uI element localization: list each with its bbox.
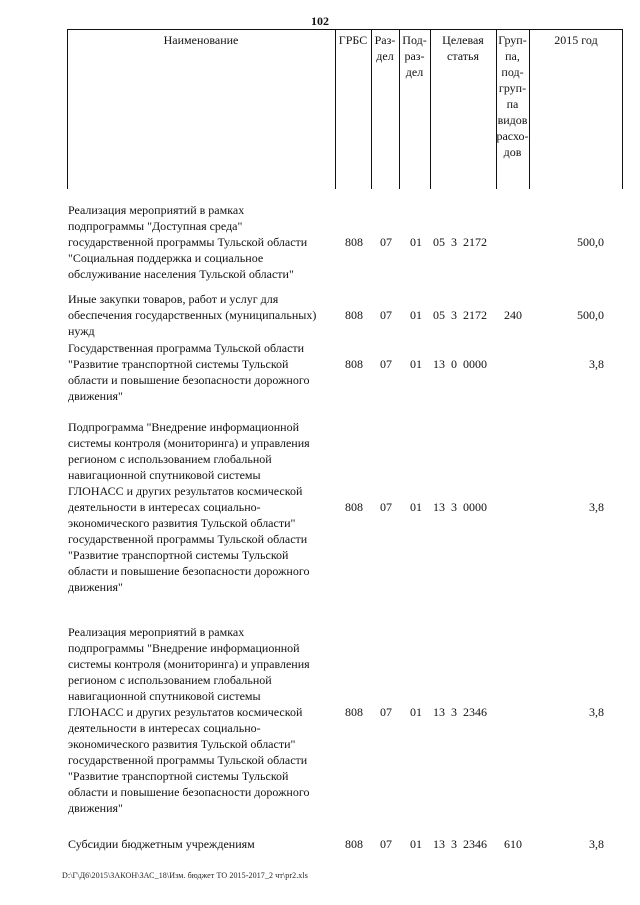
cell-razdel: 07 [380,235,392,249]
cell-podrazdel: 01 [410,308,422,322]
row-name: Иные закупки товаров, работ и услуг для обеспечения государственных (муниципальных) нужд [68,292,317,338]
cell-grbs: 808 [345,500,363,514]
header-year: 2015 год [554,33,598,47]
cell-podrazdel: 01 [410,837,422,851]
cell-celevaya-statya: 13 3 0000 [433,500,487,514]
cell-podrazdel: 01 [410,500,422,514]
cell-celevaya-statya: 13 0 0000 [433,357,487,371]
cell-podrazdel: 01 [410,235,422,249]
cell-celevaya-statya: 13 3 2346 [433,705,487,719]
cell-razdel: 07 [380,705,392,719]
header-vid-rashodov: Груп- па, под- груп- па видов расхо- дов [496,33,529,159]
page-number: 102 [311,14,329,28]
row-name: Подпрограмма "Внедрение информационной системы контроля (мониторинга) и управления регионом с использованием глобальной навигационной спутниковой системы ГЛОНАСС и других результатов космической деятельности в интересах социально- экономического развития Тульской области" государственной программы Тульской области "Развитие транспортной системы Тульской области и повышение безопасности дорожного движения" [68,420,310,594]
cell-amount-2015: 3,8 [589,705,604,719]
row-name: Государственная программа Тульской области "Развитие транспортной системы Тульской области и повышение безопасности дорожного движения" [68,341,310,403]
file-path-footer: D:\Г\Д6\2015\ЗАКОН\ЗАС_18\Изм. бюджет ТО 2015-2017_2 чт\pr2.xls [62,871,308,880]
cell-podrazdel: 01 [410,357,422,371]
cell-vid-rashodov: 240 [504,308,522,322]
cell-razdel: 07 [380,837,392,851]
cell-grbs: 808 [345,837,363,851]
header-grbs: ГРБС [338,33,368,47]
cell-grbs: 808 [345,357,363,371]
cell-razdel: 07 [380,500,392,514]
cell-podrazdel: 01 [410,705,422,719]
cell-celevaya-statya: 05 3 2172 [433,308,487,322]
cell-grbs: 808 [345,705,363,719]
cell-amount-2015: 3,8 [589,837,604,851]
cell-amount-2015: 500,0 [577,235,604,249]
cell-razdel: 07 [380,357,392,371]
cell-grbs: 808 [345,235,363,249]
cell-vid-rashodov: 610 [504,837,522,851]
cell-amount-2015: 500,0 [577,308,604,322]
row-name: Субсидии бюджетным учреждениям [68,837,255,851]
row-name: Реализация мероприятий в рамках подпрограммы "Внедрение информационной системы контроля (мониторинга) и управления регионом с использованием глобальной навигационной спутниковой системы ГЛОНАСС и других результатов космической деятельности в интересах социально- экономического развития Тульской области" государственной программы Тульской области "Развитие транспортной системы Тульской области и повышение безопасности дорожного движения" [68,625,310,815]
header-podrazdel: Под- раз- дел [402,33,427,79]
cell-amount-2015: 3,8 [589,357,604,371]
header-razdel: Раз- дел [374,33,396,63]
cell-razdel: 07 [380,308,392,322]
cell-celevaya-statya: 13 3 2346 [433,837,487,851]
cell-grbs: 808 [345,308,363,322]
header-celevaya-statya: Целевая статья [442,33,484,63]
cell-celevaya-statya: 05 3 2172 [433,235,487,249]
row-name: Реализация мероприятий в рамках подпрограммы "Доступная среда" государственной программы Тульской области "Социальная поддержка и социальное обслуживание населения Тульской области" [68,203,308,281]
header-name: Наименование [163,33,239,47]
cell-amount-2015: 3,8 [589,500,604,514]
